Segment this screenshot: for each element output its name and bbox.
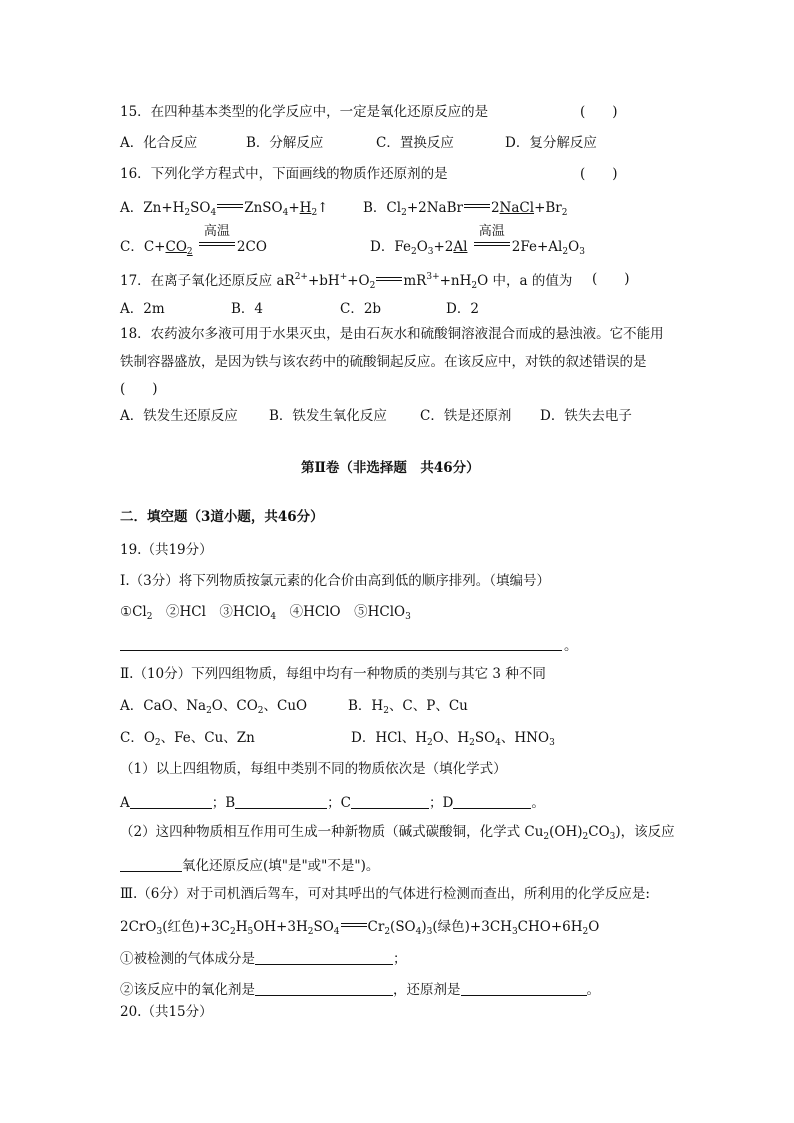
q19-group-a: A．CaO、$Na_2O$、$CO_2$、CuO xyxy=(120,698,308,716)
q19-part2-text: Ⅱ.（10分）下列四组物质，每组中均有一种物质的类别与其它 3 种不同 xyxy=(120,666,546,682)
q19-head: 19.（共19分） xyxy=(120,542,213,558)
q15-option-d: D．复分解反应 xyxy=(505,135,597,151)
q18-option-a: A．铁发生还原反应 xyxy=(120,408,238,424)
q18-option-c: C．铁是还原剂 xyxy=(420,408,512,424)
equals-sign-icon xyxy=(375,273,403,285)
q16-option-c: C．$C+CO_2$ 高温 2CO xyxy=(120,224,267,257)
q16-option-c-underlined: CO xyxy=(165,239,187,255)
q19-part3-q2: ②该反应中的氧化剂是 ，还原剂是 。 xyxy=(120,982,600,998)
q19-part2-q2-line1: （2）这四种物质相互作用可生成一种新物质（碱式碳酸铜，化学式 $Cu_2(OH)_2CO_3$)，该反应 xyxy=(120,824,675,842)
q16-stem: 16．下列化学方程式中，下面画线的物质作还原剂的是 xyxy=(120,166,448,182)
q19-part1-text: Ⅰ.（3分）将下列物质按氯元素的化合价由高到低的顺序排列。（填编号） xyxy=(120,573,550,589)
q15-option-a: A．化合反应 xyxy=(120,135,198,151)
q16-option-d-label: D．Fe xyxy=(370,239,411,255)
q19-group-b-label: B．H xyxy=(348,698,384,714)
q15-stem: 15．在四种基本类型的化学反应中，一定是氧化还原反应的是 xyxy=(120,104,489,120)
q17-answer-paren: ( ) xyxy=(592,271,630,287)
q16-option-d: D．$Fe_2O_3+2Al$ 高温 $2Fe+Al_2O_3$ xyxy=(370,224,585,257)
q19-group-d: D．HCl、$H_2O$、$H_2SO_4$、$HNO_3$ xyxy=(351,730,555,748)
q19-part3-q1: ①被检测的气体成分是 ； xyxy=(120,951,407,967)
equals-sign-icon xyxy=(340,919,368,931)
part-title: 二．填空题（3道小题，共46分） xyxy=(120,509,324,525)
condition-label: 高温 xyxy=(203,224,230,239)
answer-blank-gas[interactable] xyxy=(255,950,393,965)
q16-option-c-label: C．C+ xyxy=(120,239,166,255)
q19-group-d-label: D．HCl、H xyxy=(351,730,428,746)
q17-stem-tail: 中，a 的值为 xyxy=(492,273,573,289)
q18-option-b: B．铁发生氧化反应 xyxy=(269,408,387,424)
q19-group-a-label: A．CaO、Na xyxy=(120,698,207,714)
q17-stem: 17．在离子氧化还原反应 $aR^{2+}+bH^++O_2$ $mR^{3+}+nH_2O$ 中，a 的值为 xyxy=(120,272,573,291)
q19-part1-answer-line[interactable] xyxy=(120,650,562,651)
answer-blank-oxidant[interactable] xyxy=(255,981,393,996)
q19-part3-q2-mid: ，还原剂是 xyxy=(393,982,461,998)
reaction-condition xyxy=(472,224,512,251)
q15-answer-paren: ( ) xyxy=(580,104,618,120)
q17-option-d: D．2 xyxy=(446,301,479,317)
q17-option-c: C．2b xyxy=(340,301,382,317)
q18-answer-paren: ( ) xyxy=(120,381,158,397)
q16-option-c-product: 2CO xyxy=(236,239,267,255)
q19-part1-end: 。 xyxy=(564,638,578,654)
reaction-condition xyxy=(197,224,237,251)
q15-option-b: B．分解反应 xyxy=(246,135,324,151)
q19-part3-text: Ⅲ.（6分）对于司机酒后驾车，可对其呼出的气体进行检测而查出，所利用的化学反应是: xyxy=(120,886,650,902)
q18-option-d: D．铁失去电子 xyxy=(540,408,632,424)
q15-option-c: C．置换反应 xyxy=(376,135,454,151)
q16-option-b-label: B．Cl xyxy=(363,200,402,216)
answer-blank-b[interactable] xyxy=(235,794,327,809)
q18-stem-line2: 铁制容器盛放，是因为铁与该农药中的硫酸铜起反应。在该反应中，对铁的叙述错误的是 xyxy=(120,354,647,370)
answer-blank-d[interactable] xyxy=(453,794,531,809)
section-title: 第Ⅱ卷（非选择题 共46分） xyxy=(301,460,480,476)
q19-part2-blanks: A ；B ；C ；D 。 xyxy=(120,795,545,811)
q19-group-c: C．$O_2$、Fe、Cu、Zn xyxy=(120,730,255,748)
q19-part3-q2-text: ②该反应中的氧化剂是 xyxy=(120,982,255,998)
condition-label: 高温 xyxy=(478,224,505,239)
q20-head: 20.（共15分） xyxy=(120,1004,213,1020)
q19-part2-q2-tail: 氧化还原反应(填"是"或"不是")。 xyxy=(182,858,380,874)
q19-part2-q1: （1）以上四组物质，每组中类别不同的物质依次是（填化学式） xyxy=(120,761,507,777)
answer-blank-reductant[interactable] xyxy=(461,981,587,996)
q16-answer-paren: ( ) xyxy=(580,166,618,182)
q16-option-b: B．$Cl_2+2NaBr$ $2NaCl+Br_2$ xyxy=(363,200,568,218)
q18-stem-line1: 18．农药波尔多液可用于水果灭虫，是由石灰水和硫酸铜溶液混合而成的悬浊液。它不能用 xyxy=(120,326,664,342)
q19-part3-q1-text: ①被检测的气体成分是 xyxy=(120,951,255,967)
answer-blank-redox[interactable] xyxy=(120,857,182,872)
q17-option-a: A．2m xyxy=(120,301,165,317)
q17-stem-text: 17．在离子氧化还原反应 aR xyxy=(120,273,295,289)
q19-group-b: B．$H_2$、C、P、Cu xyxy=(348,698,468,716)
answer-blank-c[interactable] xyxy=(351,794,429,809)
q19-part2-q2-line2 xyxy=(120,857,379,874)
answer-blank-a[interactable] xyxy=(130,794,212,809)
q19-item-1: ①Cl xyxy=(120,604,147,620)
equals-sign-icon xyxy=(463,200,491,212)
q19-part3-equation: 2CrO$_3$(红色)$+3C_2H_5OH+3H_2SO_4$ $Cr_2(SO_4)_3$(绿色)$+3CH_3CHO+6H_2O$ xyxy=(120,919,600,937)
q16-option-a-label: A．Zn+H xyxy=(120,200,185,216)
equals-sign-icon xyxy=(216,200,244,212)
q19-group-c-label: C．O xyxy=(120,730,155,746)
q16-option-a: A．$Zn+H_2SO_4$ $ZnSO_4+H_2↑$ xyxy=(120,200,329,218)
q19-part2-q2-text: （2）这四种物质相互作用可生成一种新物质（碱式碳酸铜，化学式 Cu xyxy=(120,824,544,840)
q17-option-b: B．4 xyxy=(231,301,264,317)
q19-part1-items: $①Cl_2$ ②HCl ③HClO$_4$ ④HClO ⑤HClO$_3$ xyxy=(120,604,411,622)
